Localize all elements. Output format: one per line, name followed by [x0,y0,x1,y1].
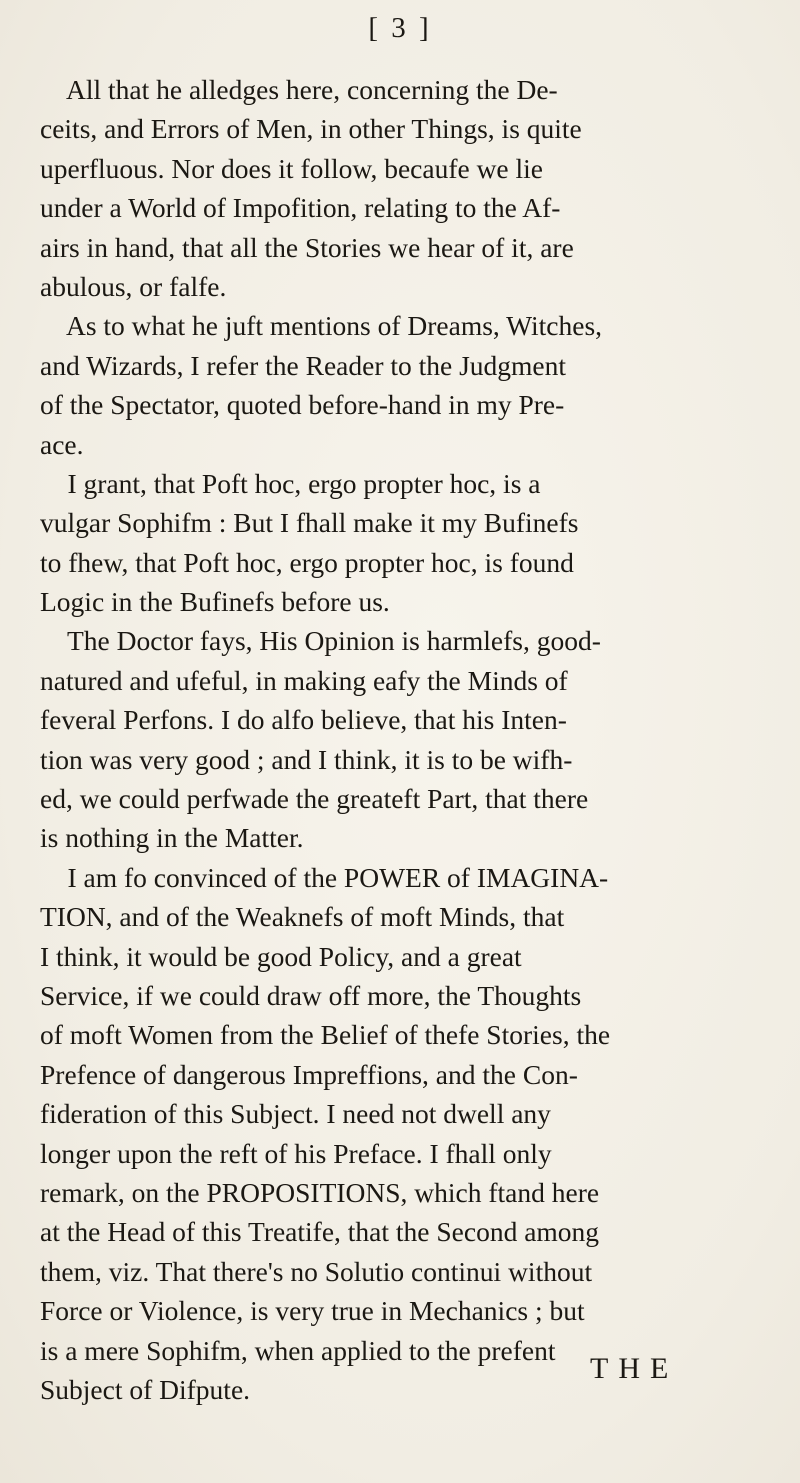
text-line: remark, on the PROPOSITIONS, which ftand here [40,1176,600,1208]
text-line: of the Spectator, quoted before-hand in my Pre- [40,389,565,421]
text-line: Force or Violence, is very true in Mechanics ; but [40,1295,585,1327]
text-line: uperfluous. Nor does it follow, becaufe we lie [40,152,543,184]
text-line: them, viz. That there's no Solutio continui without [40,1255,593,1287]
page-number: [ 3 ] [368,12,432,44]
text-line: As to what he juft mentions of Dreams, Witches, [40,310,603,342]
text-line: Subject of Difpute. [40,1373,251,1405]
text-line: fideration of this Subject. I need not dwell any [40,1098,551,1130]
text-line: natured and ufeful, in making eafy the Minds of [40,664,568,696]
text-line: is nothing in the Matter. [40,822,304,854]
text-line: is a mere Sophifm, when applied to the prefent [40,1334,556,1366]
text-line: Logic in the Bufinefs before us. [40,586,390,618]
text-line: Prefence of dangerous Impreffions, and the Con- [40,1058,578,1090]
text-line: ace. [40,428,84,460]
text-line: I grant, that Poft hoc, ergo propter hoc, is a [40,467,541,499]
text-line: and Wizards, I refer the Reader to the Judgment [40,349,567,381]
text-line: Service, if we could draw off more, the Thoughts [40,979,582,1011]
body-text [40,70,795,1409]
text-line: The Doctor fays, His Opinion is harmlefs, good- [40,625,601,657]
text-line: All that he alledges here, concerning the De- [40,74,558,105]
text-line: vulgar Sophifm : But I fhall make it my Bufinefs [40,507,579,539]
text-line: I think, it would be good Policy, and a great [40,940,522,972]
text-line: at the Head of this Treatife, that the Second among [40,1216,600,1248]
text-line: abulous, or falfe. [40,270,227,302]
text-line: ed, we could perfwade the greateft Part, that there [40,783,589,815]
text-line: I am fo convinced of the POWER of IMAGINA- [40,861,609,893]
text-line: TION, and of the Weaknefs of moft Minds, that [40,901,565,933]
text-line: under a World of Impofition, relating to the Af- [40,192,561,224]
text-line: to fhew, that Poft hoc, ergo propter hoc, is found [40,546,574,578]
text-line: tion was very good ; and I think, it is to be wifh- [40,743,573,775]
text-line: airs in hand, that all the Stories we hear of it, are [40,231,574,263]
catchword: THE [590,1352,679,1385]
text-line: ceits, and Errors of Men, in other Things, is quite [40,113,582,145]
text-line: of moft Women from the Belief of thefe Stories, the [40,1019,611,1051]
text-line: feveral Perfons. I do alfo believe, that his Inten- [40,704,567,736]
text-line: longer upon the reft of his Preface. I fhall only [40,1137,552,1169]
